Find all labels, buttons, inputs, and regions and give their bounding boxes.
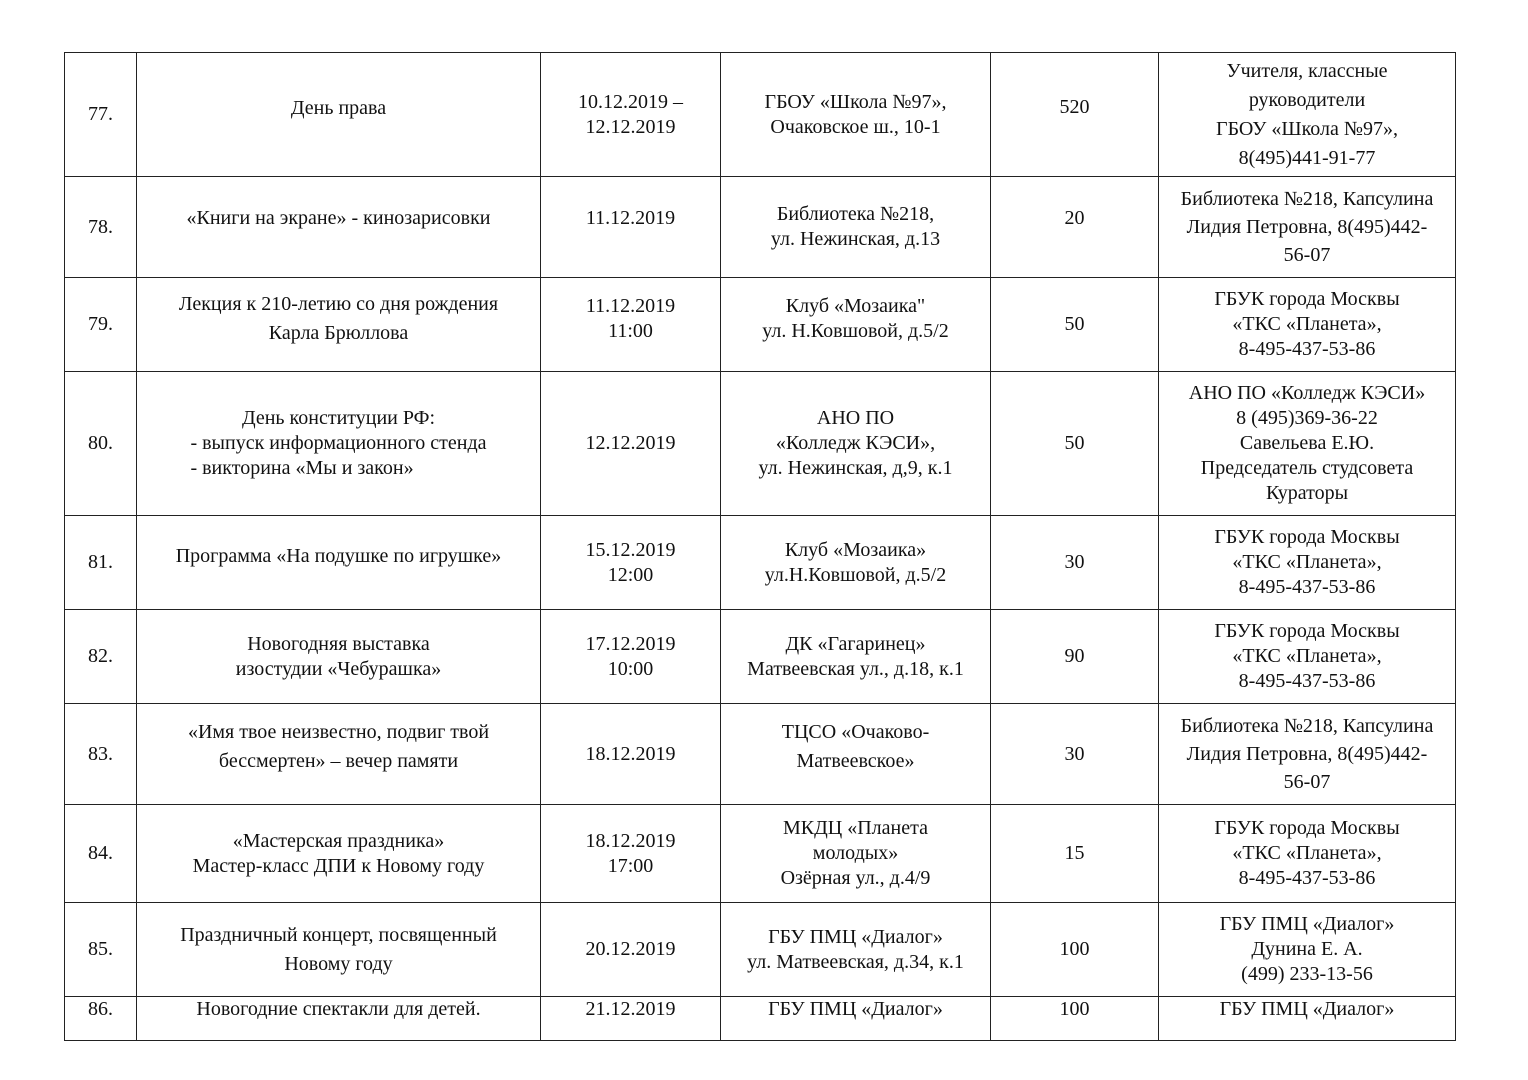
row-number-cell <box>65 805 137 903</box>
event-line: - выпуск информационного стенда <box>190 432 487 454</box>
row-number-cell <box>65 177 137 278</box>
contact-cell <box>1159 372 1456 516</box>
table-row <box>65 372 1456 516</box>
row-number: 84. <box>88 842 113 864</box>
event-line: Праздничный концерт, посвященный <box>180 923 497 946</box>
venue-line: Матвеевская ул., д.18, к.1 <box>747 657 964 680</box>
row-number: 81. <box>88 551 113 573</box>
venue-cell <box>721 177 991 278</box>
contact-line: ГБУК города Москвы <box>1214 620 1400 642</box>
event-line: Лекция к 210-летию со дня рождения <box>178 292 499 315</box>
venue-line: Озёрная ул., д.4/9 <box>780 867 931 889</box>
table-row <box>65 516 1456 610</box>
participants-cell <box>991 177 1159 278</box>
venue-line: Библиотека №218, <box>776 203 935 225</box>
participants-cell <box>991 610 1159 704</box>
contact-cell <box>1159 805 1456 903</box>
events-table-body <box>65 53 1456 1041</box>
event-cell <box>137 278 541 372</box>
contact-line: «ТКС «Планета», <box>1232 645 1382 667</box>
contact-line: Библиотека №218, Капсулина <box>1180 188 1434 210</box>
participants-cell <box>991 53 1159 177</box>
table-row <box>65 177 1456 278</box>
contact-line: 8-495-437-53-86 <box>1238 670 1376 692</box>
date-line: 11:00 <box>608 319 653 342</box>
table-row <box>65 704 1456 805</box>
contact-line: Дунина Е. А. <box>1251 938 1363 960</box>
contact-line: 8-495-437-53-86 <box>1238 867 1376 889</box>
contact-line: 8-495-437-53-86 <box>1238 576 1376 598</box>
row-number-cell <box>65 610 137 704</box>
contact-line: Лидия Петровна, 8(495)442- <box>1186 216 1428 238</box>
date-cell <box>541 997 721 1041</box>
contact-line: Савельева Е.Ю. <box>1239 432 1375 454</box>
contact-line: Лидия Петровна, 8(495)442- <box>1186 743 1428 765</box>
contact-cell <box>1159 177 1456 278</box>
venue-cell <box>721 704 991 805</box>
event-line: «Мастерская праздника» <box>232 829 445 852</box>
row-number-cell <box>65 704 137 805</box>
date-line: 12.12.2019 <box>585 115 676 138</box>
date-cell <box>541 278 721 372</box>
participants-count: 30 <box>1064 551 1085 573</box>
participants-cell <box>991 903 1159 997</box>
venue-cell <box>721 278 991 372</box>
table-row <box>65 805 1456 903</box>
contact-cell <box>1159 610 1456 704</box>
venue-line: АНО ПО <box>816 407 895 429</box>
date-line: 20.12.2019 <box>585 938 676 960</box>
participants-count: 30 <box>1064 742 1085 765</box>
event-line: Программа «На подушке по игрушке» <box>175 545 502 567</box>
event-cell <box>137 177 541 278</box>
event-line: Новогодняя выставка <box>247 632 430 655</box>
date-line: 10.12.2019 – <box>578 90 683 113</box>
event-line: Карла Брюллова <box>268 321 409 344</box>
row-number-cell <box>65 53 137 177</box>
venue-cell <box>721 903 991 997</box>
date-line: 17:00 <box>607 854 654 877</box>
event-line: День конституции РФ: <box>241 407 436 429</box>
event-line: Новогодние спектакли для детей. <box>196 998 481 1020</box>
contact-cell <box>1159 704 1456 805</box>
contact-line: «ТКС «Планета», <box>1232 842 1382 864</box>
participants-count: 50 <box>1064 432 1085 454</box>
participants-count: 90 <box>1064 645 1085 667</box>
contact-cell <box>1159 516 1456 610</box>
venue-line: Клуб «Мозаика» <box>784 538 927 561</box>
event-cell <box>137 997 541 1041</box>
venue-line: ГБУ ПМЦ «Диалог» <box>768 998 943 1020</box>
venue-line: МКДЦ «Планета <box>783 817 928 839</box>
date-cell <box>541 177 721 278</box>
event-cell <box>137 903 541 997</box>
contact-line: 8 (495)369-36-22 <box>1236 407 1378 429</box>
contact-line: ГБУК города Москвы <box>1214 817 1400 839</box>
participants-cell <box>991 516 1159 610</box>
contact-line: ГБУК города Москвы <box>1214 526 1400 548</box>
contact-line: ГБУК города Москвы <box>1214 288 1400 310</box>
row-number: 79. <box>88 313 113 335</box>
contact-line: 8(495)441-91-77 <box>1238 146 1376 169</box>
date-line: 18.12.2019 <box>585 742 676 765</box>
participants-count: 20 <box>1064 206 1085 229</box>
row-number: 83. <box>88 742 113 765</box>
venue-line: ул. Н.Ковшовой, д.5/2 <box>762 319 949 342</box>
contact-line: (499) 233-13-56 <box>1241 963 1373 985</box>
contact-line: 56-07 <box>1283 244 1331 266</box>
contact-cell <box>1159 278 1456 372</box>
contact-line: «ТКС «Планета», <box>1232 551 1382 573</box>
date-line: 11.12.2019 <box>585 294 676 317</box>
venue-line: ул. Матвеевская, д.34, к.1 <box>747 950 964 973</box>
venue-line: ГБОУ «Школа №97», <box>764 90 947 113</box>
contact-line: ГБОУ «Школа №97», <box>1216 117 1398 140</box>
row-number: 77. <box>88 103 113 125</box>
participants-count: 520 <box>1059 96 1090 118</box>
contact-line: АНО ПО «Колледж КЭСИ» <box>1188 382 1426 404</box>
row-number: 86. <box>88 998 113 1020</box>
venue-line: Очаковское ш., 10-1 <box>770 115 941 138</box>
row-number-cell <box>65 997 137 1041</box>
date-cell <box>541 903 721 997</box>
date-line: 12:00 <box>607 563 654 586</box>
event-line: изостудии «Чебурашка» <box>235 657 442 680</box>
venue-line: Клуб «Мозаика" <box>785 294 926 317</box>
venue-line: ул.Н.Ковшовой, д.5/2 <box>764 563 947 586</box>
participants-cell <box>991 805 1159 903</box>
contact-line: ГБУ ПМЦ «Диалог» <box>1219 913 1395 935</box>
venue-cell <box>721 516 991 610</box>
row-number-cell <box>65 903 137 997</box>
date-line: 10:00 <box>607 657 654 680</box>
event-line: День права <box>290 97 387 119</box>
event-cell <box>137 372 541 516</box>
contact-cell <box>1159 997 1456 1041</box>
contact-line: ГБУ ПМЦ «Диалог» <box>1219 998 1395 1020</box>
event-cell <box>137 805 541 903</box>
participants-cell <box>991 278 1159 372</box>
row-number: 80. <box>88 432 113 454</box>
contact-line: руководители <box>1248 88 1366 111</box>
contact-line: Кураторы <box>1265 482 1349 504</box>
table-row <box>65 903 1456 997</box>
date-line: 11.12.2019 <box>585 206 676 229</box>
contact-line: 8-495-437-53-86 <box>1238 338 1376 360</box>
event-line: - викторина «Мы и закон» <box>190 457 414 479</box>
contact-cell <box>1159 53 1456 177</box>
venue-line: ТЦСО «Очаково- <box>781 721 930 743</box>
venue-cell <box>721 53 991 177</box>
participants-cell <box>991 997 1159 1041</box>
participants-count: 15 <box>1064 842 1085 864</box>
events-table <box>64 52 1456 1041</box>
event-line: бессмертен» – вечер памяти <box>218 750 459 772</box>
participants-cell <box>991 704 1159 805</box>
event-line: «Книги на экране» - кинозарисовки <box>186 206 491 229</box>
contact-line: Председатель студсовета <box>1200 457 1414 479</box>
contact-line: «ТКС «Планета», <box>1232 313 1382 335</box>
date-cell <box>541 372 721 516</box>
venue-line: Матвеевское» <box>796 750 915 772</box>
date-line: 17.12.2019 <box>585 632 676 655</box>
row-number-cell <box>65 516 137 610</box>
date-line: 15.12.2019 <box>585 538 676 561</box>
venue-cell <box>721 997 991 1041</box>
venue-line: ул. Нежинская, д,9, к.1 <box>758 457 953 479</box>
date-cell <box>541 704 721 805</box>
contact-line: 56-07 <box>1283 771 1331 793</box>
event-line: Мастер-класс ДПИ к Новому году <box>192 854 485 877</box>
row-number-cell <box>65 372 137 516</box>
participants-count: 100 <box>1059 938 1090 960</box>
table-row <box>65 997 1456 1041</box>
contact-line: Учителя, классные <box>1226 59 1388 82</box>
event-line: Новому году <box>284 952 393 975</box>
venue-line: ГБУ ПМЦ «Диалог» <box>768 925 943 948</box>
event-cell <box>137 704 541 805</box>
contact-line: Библиотека №218, Капсулина <box>1180 715 1434 737</box>
row-number: 78. <box>88 215 113 238</box>
date-cell <box>541 53 721 177</box>
date-line: 21.12.2019 <box>585 998 676 1020</box>
venue-line: ул. Нежинская, д.13 <box>770 228 941 250</box>
venue-line: молодых» <box>812 842 899 864</box>
table-row <box>65 610 1456 704</box>
row-number: 82. <box>88 645 113 667</box>
event-cell <box>137 516 541 610</box>
event-line: «Имя твое неизвестно, подвиг твой <box>187 721 490 743</box>
event-cell <box>137 610 541 704</box>
venue-cell <box>721 610 991 704</box>
date-cell <box>541 610 721 704</box>
table-row <box>65 53 1456 177</box>
date-cell <box>541 805 721 903</box>
contact-cell <box>1159 903 1456 997</box>
date-line: 18.12.2019 <box>585 829 676 852</box>
venue-line: «Колледж КЭСИ», <box>775 432 936 454</box>
table-row <box>65 278 1456 372</box>
participants-cell <box>991 372 1159 516</box>
date-line: 12.12.2019 <box>585 432 676 454</box>
participants-count: 100 <box>1059 998 1090 1020</box>
venue-line: ДК «Гагаринец» <box>785 632 926 655</box>
row-number: 85. <box>88 938 113 960</box>
venue-cell <box>721 372 991 516</box>
participants-count: 50 <box>1064 313 1085 335</box>
venue-cell <box>721 805 991 903</box>
row-number-cell <box>65 278 137 372</box>
event-cell <box>137 53 541 177</box>
date-cell <box>541 516 721 610</box>
